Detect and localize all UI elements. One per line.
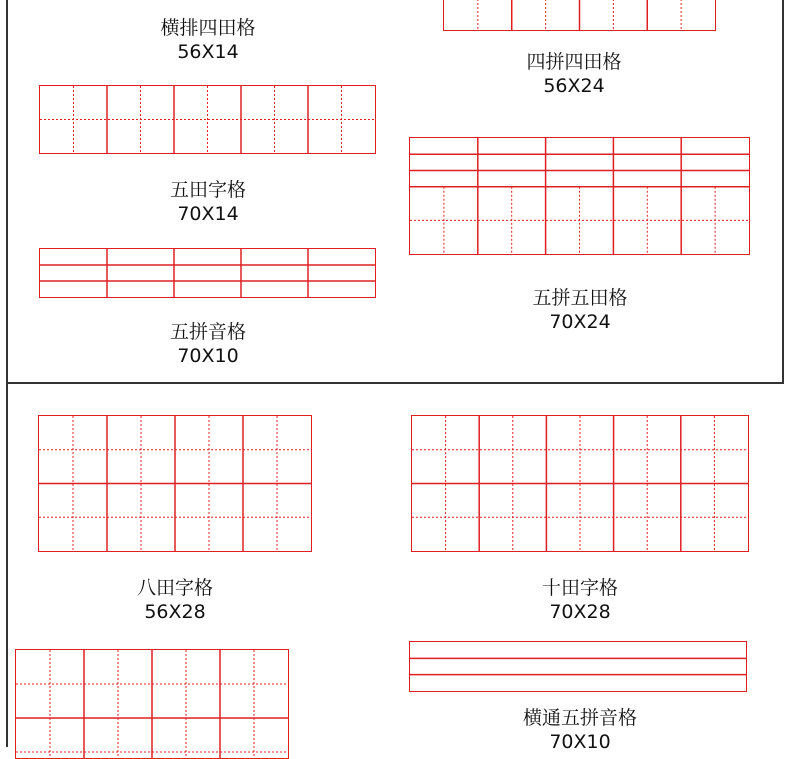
grid-lines: [444, 0, 715, 30]
grid-name: 十田字格: [541, 577, 618, 599]
grid-lines: [40, 249, 375, 297]
grid-name: 四拼四田格: [526, 51, 622, 73]
wu-pin-yin-grid: [39, 248, 376, 298]
grid-size: 70X28: [549, 601, 611, 623]
section-divider: [6, 382, 784, 384]
grid-name: 八田字格: [136, 577, 213, 599]
wu-tian-caption: [88, 178, 328, 226]
grid-lines: [16, 650, 288, 758]
wu-pin-wu-tian-caption: [460, 286, 700, 334]
grid-size: 56X28: [144, 601, 206, 623]
grid-name: 五拼五田格: [532, 287, 628, 309]
si-pin-caption: [454, 50, 694, 98]
heng-pai-caption: [88, 16, 328, 64]
bottom-left-tian-grid: [15, 649, 289, 759]
grid-name: 五拼音格: [169, 321, 246, 343]
ba-tian-grid: [38, 415, 312, 552]
grid-size: 70X24: [549, 311, 611, 333]
grid-lines: [412, 416, 748, 551]
grid-size: 56X14: [177, 41, 239, 63]
wu-pin-wu-tian-grid: [409, 137, 750, 255]
frame-left-border: [6, 0, 8, 747]
ba-tian-caption: [55, 576, 295, 624]
frame-right-border: [782, 0, 784, 384]
grid-lines: [410, 138, 749, 254]
grid-name: 横排四田格: [160, 17, 256, 39]
heng-tong-pinyin-grid: [409, 641, 747, 692]
grid-size: 70X14: [177, 203, 239, 225]
grid-name: 五田字格: [169, 179, 246, 201]
grid-size: 70X10: [549, 731, 611, 753]
grid-lines: [40, 86, 375, 153]
grid-lines: [410, 642, 746, 691]
wu-pin-yin-caption: [88, 320, 328, 368]
shi-tian-caption: [460, 576, 700, 624]
wu-tian-grid: [39, 85, 376, 154]
grid-name: 横通五拼音格: [522, 707, 637, 729]
grid-size: 56X24: [543, 75, 605, 97]
shi-tian-grid: [411, 415, 749, 552]
si-pin-si-tian-grid: [443, 0, 716, 31]
grid-size: 70X10: [177, 345, 239, 367]
grid-lines: [39, 416, 311, 551]
